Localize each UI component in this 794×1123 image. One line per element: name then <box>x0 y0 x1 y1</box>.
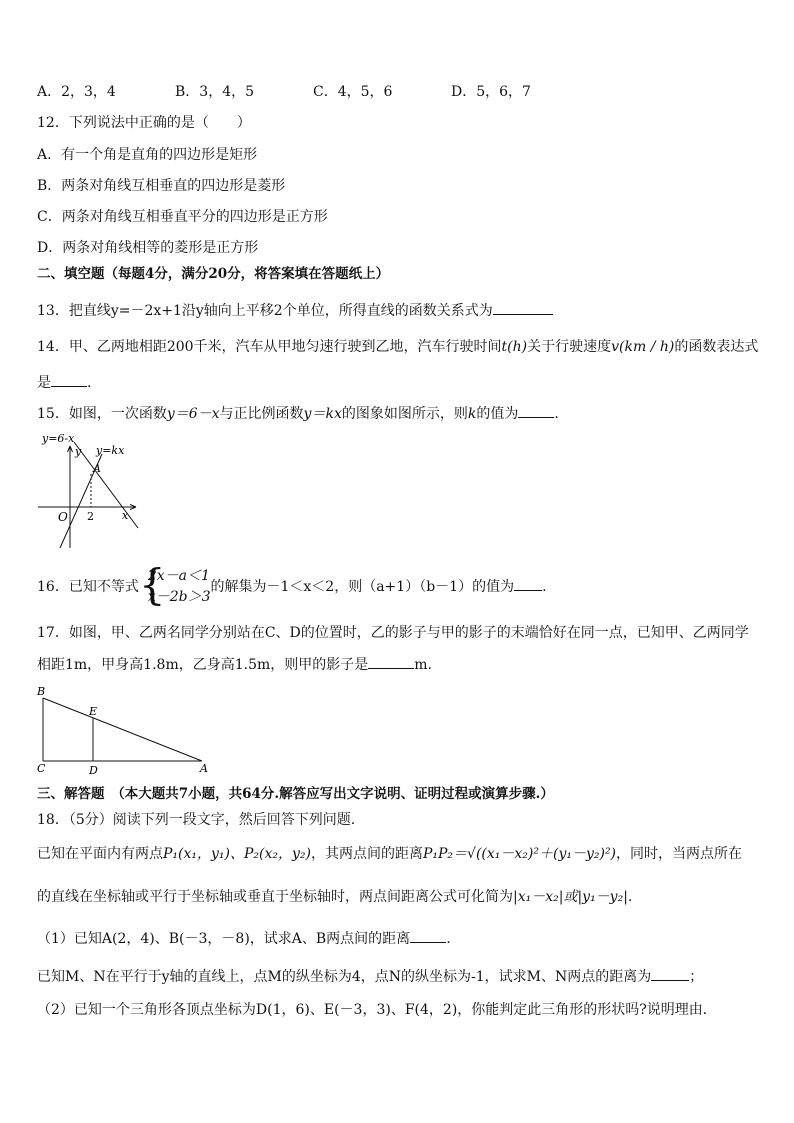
label-y-6-minus-x: y=6-x <box>42 432 75 445</box>
q13 <box>37 300 553 321</box>
q15-text-b: 与正比例函数 <box>219 406 304 422</box>
q14-line2: 是 . <box>37 372 91 393</box>
q14-text-d: 是 <box>37 375 51 391</box>
label-x-axis: x <box>122 509 129 522</box>
q18-distance-formula: P₁P₂＝√((x₁－x₂)²＋(y₁－y₂)²) <box>422 846 617 862</box>
section-3-heading: 三、解答题 （本大题共7小题，共64分.解答应写出文字说明、证明过程或演算步骤.） <box>37 786 554 802</box>
q18-text-d: 的直线在坐标轴或平行于坐标轴或垂直于坐标轴时，两点间距离公式可化简为 <box>37 889 513 905</box>
q13-answer-blank <box>493 300 553 315</box>
label-y-kx: y=kx <box>96 444 125 457</box>
q11-option-c: C．4，5，6 <box>313 84 393 100</box>
q18-text-c: ，同时，当两点所在 <box>616 846 743 862</box>
q15: 15．如图，一次函数y＝6－x与正比例函数y＝kx的图象如图所示，则k的值为 . <box>37 403 559 424</box>
q18-subquestion-1: （1）已知A(2，4)、B(－3，－8)，试求A、B两点间的距离 . <box>37 928 451 949</box>
q14-text-a: 14．甲、乙两地相距200千米，汽车从甲地匀速行驶到乙地，汽车行驶时间 <box>37 339 502 355</box>
q15-text-a: 15．如图，一次函数 <box>37 406 167 422</box>
q18-text-b: ，其两点间的距离 <box>310 846 423 862</box>
q18-s1b-text: 已知M、N在平行于y轴的直线上，点M的纵坐标为4，点N的纵坐标为-1，试求M、N两点的距离为 <box>37 969 652 985</box>
q15-figure <box>36 428 146 553</box>
q15-text-d: 的值为 <box>476 406 519 422</box>
q17-text: 相距1m，甲身高1.8m，乙身高1.5m，则甲的影子是 <box>37 657 369 673</box>
label-point-a: A <box>93 462 101 475</box>
q12-option-a: A．有一个角是直角的四边形是矩形 <box>37 147 258 163</box>
q18-simplified-formula: |x₁－x₂|或|y₁－y₂|． <box>513 889 642 905</box>
q18-paragraph-line1 <box>37 844 742 864</box>
q13-text: 13．把直线y=－2x+1沿y轴向上平移2个单位，所得直线的函数关系式为 <box>37 303 493 319</box>
q11-option-d: D．5，6，7 <box>451 84 531 100</box>
q12-option-d: D．两条对角线相等的菱形是正方形 <box>37 240 259 256</box>
q18-s1-answer-blank <box>410 928 446 943</box>
q17-answer-blank <box>368 654 414 669</box>
label-d: D <box>89 764 98 776</box>
q17-line1: 17．如图，甲、乙两名同学分别站在C、D的位置时，乙的影子与甲的影子的末端恰好在同一点，已知甲、乙两同学 <box>37 625 749 641</box>
q18-text-a: 已知在平面内有两点 <box>37 846 163 862</box>
q12-option-c: C．两条对角线互相垂直平分的四边形是正方形 <box>37 209 328 225</box>
q18-paragraph-line2 <box>37 887 642 907</box>
q11-options <box>37 82 545 102</box>
label-tick-2: 2 <box>87 510 94 523</box>
q18-s1-text: （1）已知A(2，4)、B(－3，－8)，试求A、B两点间的距离 <box>37 931 411 947</box>
q16-row-1: 2x－a＜1 <box>147 568 210 584</box>
q14-line1 <box>37 337 758 357</box>
segment-ba <box>43 698 202 761</box>
label-a: A <box>200 762 208 775</box>
label-b: B <box>37 685 46 698</box>
q14-answer-blank <box>51 372 87 387</box>
q18-subquestion-1b: 已知M、N在平行于y轴的直线上，点M的纵坐标为4，点N的纵坐标为-1，试求M、N两点的距离为 ； <box>37 966 703 987</box>
q14-text-c: 的函数表达式 <box>674 339 759 355</box>
q16-text-b: 的解集为－1＜x＜2，则（a+1）（b－1）的值为 <box>210 579 515 595</box>
q16-answer-blank <box>514 576 542 591</box>
section-2-heading: 二、填空题（每题4分，满分20分，将答案填在答题纸上） <box>37 266 390 282</box>
q14-var-t: t(h) <box>501 339 528 355</box>
q18-s1b-answer-blank <box>651 966 689 981</box>
q11-option-b: B．3，4，5 <box>175 84 255 100</box>
label-e: E <box>89 705 98 718</box>
q15-func-1: y＝6－x <box>166 406 220 422</box>
q16-text-a: 16．已知不等式 <box>37 579 139 595</box>
q12-option-b: B．两条对角线互相垂直的四边形是菱形 <box>37 178 286 194</box>
label-c: C <box>37 762 46 775</box>
q15-answer-blank <box>518 403 554 418</box>
q16-inequality-system: { 2x－a＜1 x－2b＞3 <box>138 560 211 609</box>
q11-option-a: A．2，3，4 <box>37 84 116 100</box>
q17-figure <box>34 684 214 776</box>
q15-text-c: 的图象如图所示，则 <box>341 406 468 422</box>
label-y-axis: y <box>75 445 82 458</box>
q18-stem: 18．（5分）阅读下列一段文字，然后回答下列问题． <box>37 812 365 828</box>
q18-points: P₁(x₁，y₁)、P₂(x₂，y₂) <box>163 846 311 862</box>
q17-unit: m. <box>414 657 432 673</box>
q14-var-v: v(km / h) <box>611 339 675 355</box>
q15-var-k: k <box>467 406 477 422</box>
q16-row-2: x－2b＞3 <box>147 589 211 605</box>
q16: 16．已知不等式 { 2x－a＜1 x－2b＞3 的解集为－1＜x＜2，则（a+1）（b－1）的值为 . <box>37 560 547 609</box>
q12-stem: 12．下列说法中正确的是（ ） <box>37 115 251 131</box>
q17-line2 <box>37 654 432 675</box>
q14-text-b: 关于行驶速度 <box>527 339 612 355</box>
q15-func-2: y＝kx <box>303 406 342 422</box>
label-origin: O <box>58 510 68 524</box>
q18-subquestion-2: （2）已知一个三角形各顶点坐标为D(1，6)、E(－3，3)、F(4，2)，你能判定此三角形的形状吗?说明理由． <box>37 1002 717 1018</box>
